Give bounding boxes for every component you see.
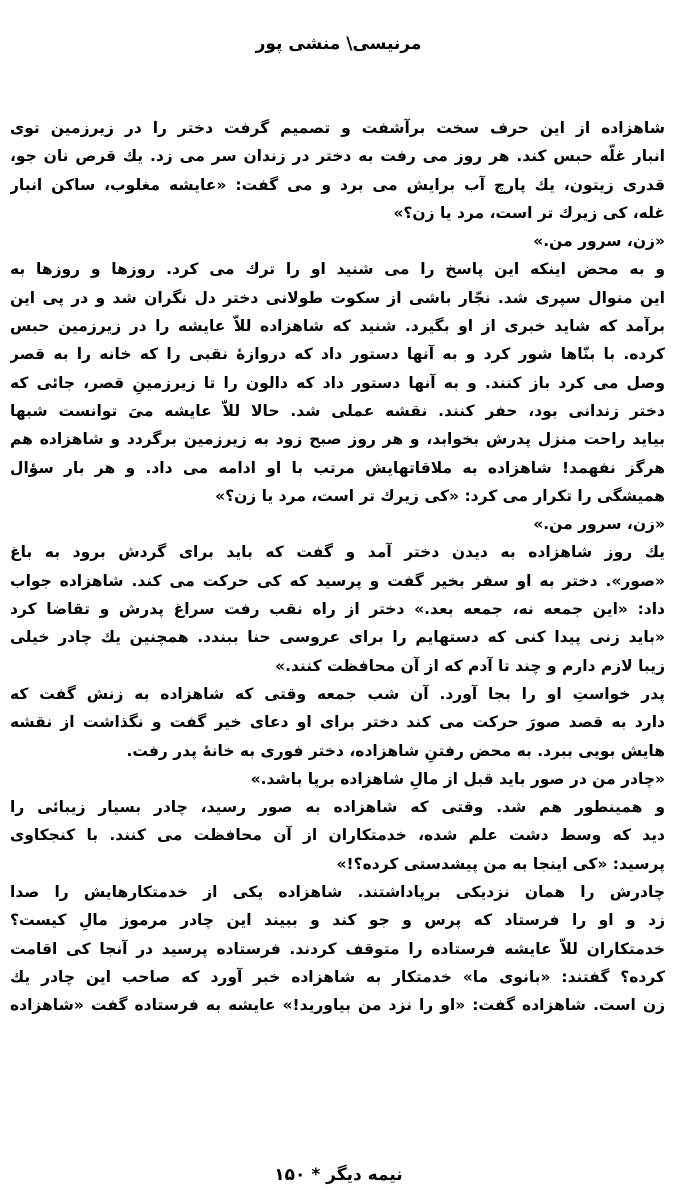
text-line: زیبا لازم دارم و چند تا آدم که از آن محافظت کنند.»: [275, 656, 665, 675]
text-line: خدمتکاران للاّ عایشه فرستاده را متوقف کردند. فرستاده پرسید در آنجا کی اقامت: [10, 939, 665, 958]
text-line: انبار غلّه حبس کند. هر روز می رفت به دختر در زندان سر می زد. یك قرص نان جو،: [10, 147, 665, 166]
text-line: «صور». دختر به او سفر بخیر گفت و پرسید که کی حرکت می کند. شاهزاده جواب: [10, 571, 665, 590]
text-line: زد و او را فرستاد که پرس و جو کند و ببیند این چادر مرموز مالِ کیست؟: [10, 911, 665, 930]
text-line: کرده. با بنّاها شور کرد و به آنها دستور داد که دروازهٔ نقبی را که خانه را به قصر: [10, 345, 665, 364]
text-line: بیاید راحت منزل پدرش بخوابد، و هر روز صبح زود به زیرزمین برگردد و شاهزاده هم: [10, 430, 665, 449]
text-line: «چادر من در صور باید قبل از مالِ شاهزاده برپا باشد.»: [250, 769, 665, 788]
text-line: «زن، سرور من.»: [533, 515, 665, 534]
text-line: «زن، سرور من.»: [533, 232, 665, 251]
running-header: مرنیسی\ منشی پور: [255, 34, 422, 54]
text-line: این منوال سپری شد. نجّار باشی از سکوت طولانی دختر دل نگران شد و در پی این: [10, 288, 665, 307]
text-line: «باید زنی پیدا کنی که دستهایم را برای عروسی حنا ببندد. همچنین یك چادر خیلی: [10, 628, 665, 647]
text-line: دید که وسط دشت علم شده، خدمتکاران از آن محافظت می کنند. با کنجکاوی: [10, 826, 665, 845]
text-line: غله، کی زیرك تر است، مرد یا زن؟»: [393, 203, 665, 222]
text-line: چادرش را همان نزدیکی برپاداشتند. شاهزاده یکی از خدمتکارهایش را صدا: [10, 883, 665, 902]
text-line: و همینطور هم شد. وقتی که شاهزاده به صور رسید، چادر بسیار زیبائی را: [10, 798, 665, 817]
text-line: و به محض اینکه این پاسخ را می شنید او را ترك می کرد. روزها و روزها به: [10, 260, 665, 279]
text-line: زن است. شاهزاده گفت: «او را نزد من بیاورید!» عایشه به فرستاده گفت «شاهزاده: [10, 996, 665, 1015]
text-line: قدری زیتون، یك پارچ آب برایش می برد و می گفت: «عایشه مغلوب، ساکن انبار: [10, 175, 665, 194]
text-line: هرگز نفهمد! شاهزاده به ملاقاتهایش مرتب با او ادامه می داد. و هر بار سؤال: [10, 458, 665, 477]
body-text: [10, 114, 665, 1020]
text-line: همیشگی را تکرار می کرد: «کی زیرك تر است، مرد یا زن؟»: [215, 486, 665, 505]
text-line: پرسید: «کی اینجا به من پیشدستی کرده؟!»: [336, 854, 665, 873]
text-line: هایش بویی ببرد. به محض رفتنِ شاهزاده، دختر فوری به خانهٔ پدر رفت.: [126, 741, 665, 760]
text-line: یك روز شاهزاده به دیدن دختر آمد و گفت که باید برای گردش برود به باغ: [10, 543, 665, 562]
text-line: کرده؟ گفتند: «بانوی ما» خدمتکار به شاهزاده خبر آورد که صاحب این چادر یك: [10, 967, 665, 986]
text-line: دختر زندانی بود، حفر کنند. نقشه عملی شد. حالا للاّ عایشه میَ توانست شبها: [10, 401, 665, 420]
text-line: برآمد که شاید خبری از او بگیرد. شنید که شاهزاده للاّ عایشه را در زیرزمین حبس: [10, 317, 665, 336]
text-line: دارد به قصد صورَ حرکت می کند دختر برای او دعای خیر گفت و نگذاشت از نقشه: [10, 713, 665, 732]
text-line: داد: «این جمعه نه، جمعه بعد.» دختر از راه نقب رفت سراغ پدرش و تقاضا کرد: [10, 600, 665, 619]
text-line: پدر خواستِ او را بجا آورد. آن شب جمعه وقتی که شاهزاده به زنش گفت که: [10, 684, 665, 703]
page-footer: نیمه دیگر * ۱۵۰: [274, 1165, 403, 1185]
text-line: شاهزاده از این حرف سخت برآشفت و تصمیم گرفت دختر را در زیرزمین توی: [10, 119, 665, 137]
text-line: وصل می کرد باز کنند. و به آنها دستور داد که دالون را تا زیرزمینِ قصر، جائی که: [10, 373, 665, 392]
